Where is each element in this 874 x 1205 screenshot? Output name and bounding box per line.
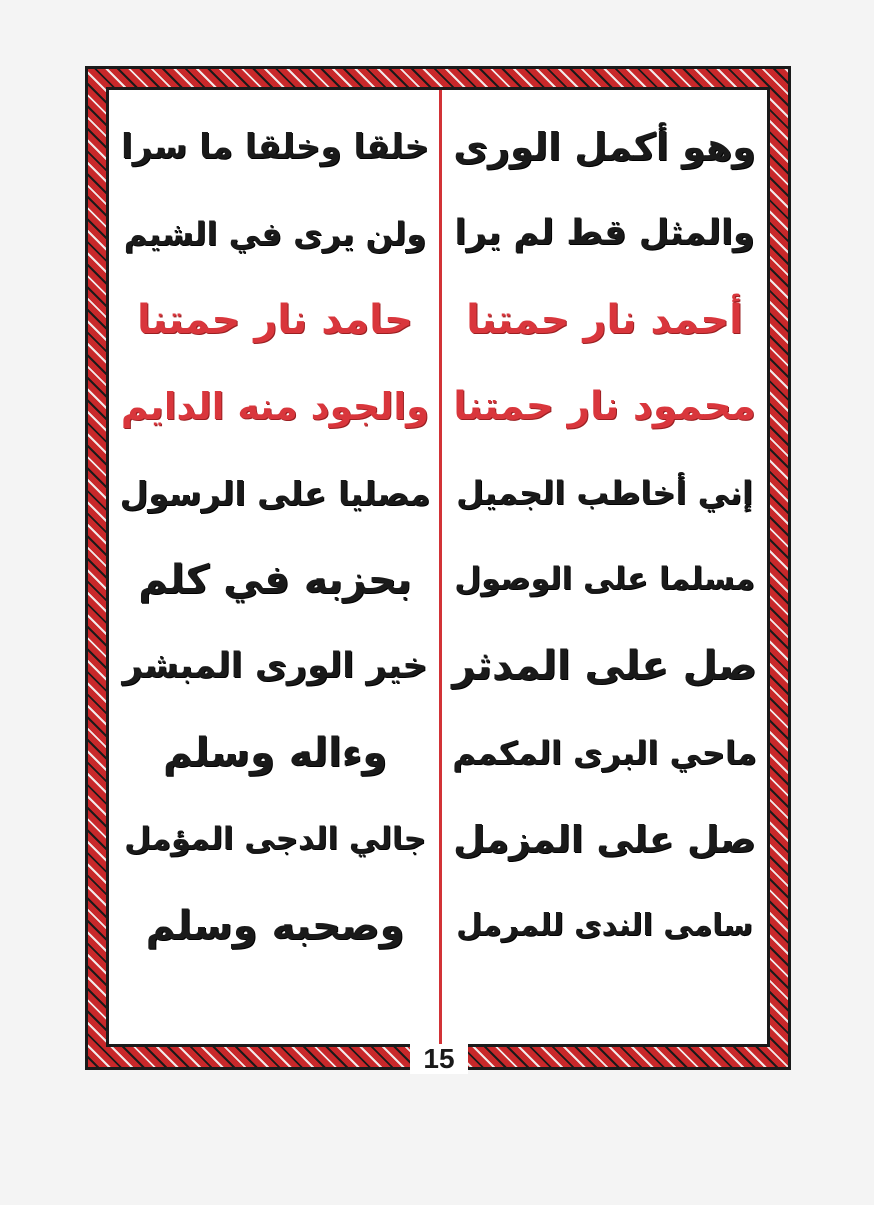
verse-7-left-hemistich: خير الورى المبشر [122, 645, 428, 686]
verse-9-right-hemistich: صل على المزمل [453, 817, 756, 861]
verse-4-left-hemistich: والجود منه الدايم [120, 385, 430, 428]
verse-8-left-hemistich: وءاله وسلم [162, 729, 388, 776]
verse-5-right-hemistich: إني أخاطب الجميل [456, 474, 753, 512]
verse-3-right-hemistich: أحمد نار حمتنا [466, 297, 743, 343]
verse-10-right-hemistich: سامى الندى للمرمل [456, 907, 753, 943]
verse-6-right-hemistich: مسلما على الوصول [454, 561, 755, 597]
verse-1-left-hemistich: خلقا وخلقا ما سرا [121, 127, 429, 167]
verse-4-right-hemistich: محمود نار حمتنا [453, 384, 756, 429]
verse-2-right-hemistich: والمثل قط لم يرا [454, 213, 755, 253]
verse-1-right-hemistich: وهو أكمل الورى [453, 125, 756, 169]
page-number-box [410, 1044, 468, 1074]
page-number: 15 [423, 1043, 455, 1074]
verse-10-left-hemistich: وصحبه وسلم [145, 902, 405, 949]
verse-6-left-hemistich: بحزبه في كلم [138, 556, 412, 603]
verse-2-left-hemistich: ولن يرى في الشيم [123, 214, 427, 253]
verse-8-right-hemistich: ماحي البرى المكمم [452, 733, 757, 772]
verse-9-left-hemistich: جالي الدجى المؤمل [124, 820, 426, 857]
verse-5-left-hemistich: مصليا على الرسول [119, 473, 431, 513]
column-divider [439, 90, 442, 1044]
verse-7-right-hemistich: صل على المدثر [452, 643, 757, 689]
verse-3-left-hemistich: حامد نار حمتنا [137, 297, 413, 343]
